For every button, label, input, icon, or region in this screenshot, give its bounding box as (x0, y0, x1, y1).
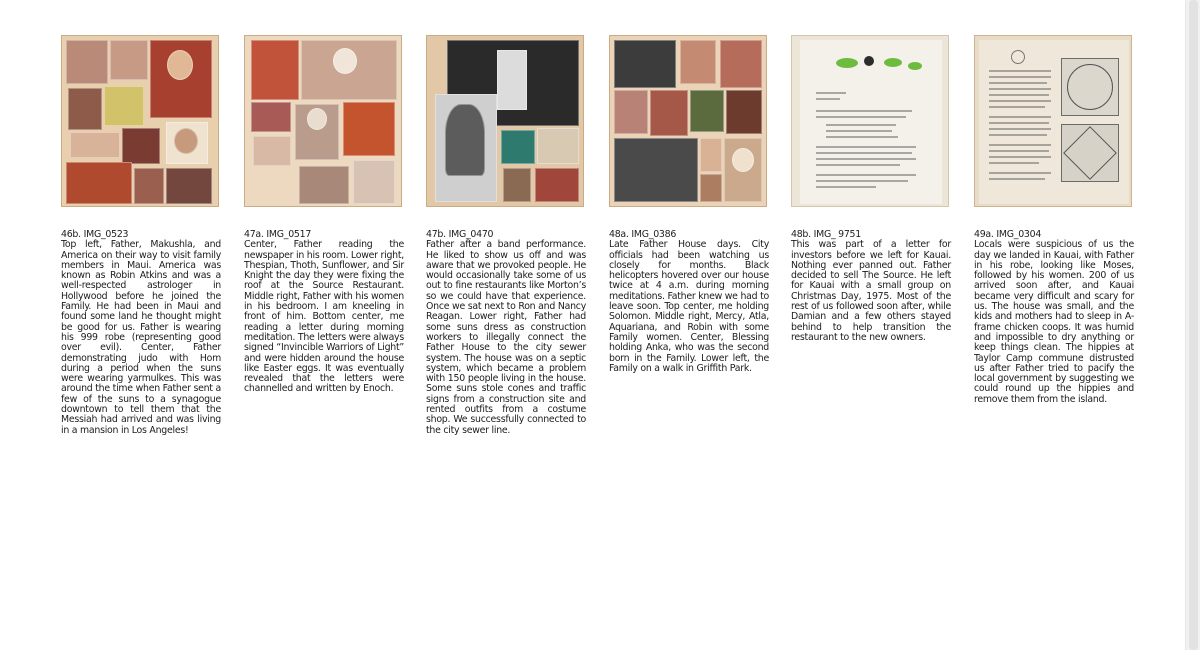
image-id: 47b. IMG_0470 (426, 229, 494, 240)
photo-collage-thumbnail[interactable] (61, 35, 219, 207)
image-id: 48b. IMG_ 9751 (791, 229, 861, 240)
entry-49a (974, 35, 1134, 405)
caption-text: Late Father House days. City officials had been watching us closely for months. Black helicopters hovered over our house twice at 4 a.m. during morning meditations. Father knew we had to leave soon. Top center, me holding Solomon. Middle right, Mercy, Atla, Aquariana, and Robin with some Family women. Center, Blessing holding Anka, who was the second born in the Family. Lower left, the Family on a walk in Griffith Park. (609, 239, 769, 374)
image-id: 49a. IMG_0304 (974, 229, 1042, 240)
caption (244, 230, 404, 395)
entry-46b (61, 35, 221, 436)
image-id: 46b. IMG_0523 (61, 229, 129, 240)
scrollbar-thumb[interactable] (1189, 0, 1198, 650)
photo-collage-thumbnail[interactable] (609, 35, 767, 207)
entry-47a (244, 35, 404, 395)
caption (974, 230, 1134, 405)
entry-48b (791, 35, 951, 343)
caption (609, 230, 769, 374)
caption-text: Father after a band performance. He liked to show us off and was aware that we provoked people. He would occasionally take some of us out to fine restaurants like Morton’s so we could have that experience. Once we sat next to Ron and Nancy Reagan. Lower right, Father had some suns dress as construction workers to illegally connect the Father House to the city sewer system. The house was on a septic system, which became a problem with 150 people living in the house. Some suns stole cones and traffic signs from a construction site and rented outfits from a costume shop. We successfully connected to the city sewer line. (426, 239, 586, 436)
photo-collage-thumbnail[interactable] (426, 35, 584, 207)
image-id: 47a. IMG_0517 (244, 229, 312, 240)
entry-48a (609, 35, 769, 374)
caption (426, 230, 586, 436)
caption-text: This was part of a letter for investors before we left for Kauai. Nothing ever panned out. Father decided to sell The Source. He left for Kauai with a small group on Christmas Day, 1975. Most of the rest of us followed soon after, while Damian and a few others stayed behind to help transition the restaurant to the new owners. (791, 239, 951, 343)
caption-text: Top left, Father, Makushla, and America on their way to visit family members in Maui. America was known as Robin Atkins and was a well-respected astrologer in Hollywood before he joined the Family. He had been in Maui and found some land he thought might be good for us. Father is wearing his 999 robe (representing good over evil). Center, Father demonstrating judo with Hom during a period when the suns were wearing yarmulkes. This was around the time when Father sent a few of the suns to a synagogue downtown to tell them that the Messiah had arrived and was living in a mansion in Los Angeles! (61, 239, 221, 436)
caption (791, 230, 951, 343)
vertical-scrollbar[interactable] (1185, 0, 1200, 650)
photo-collage-thumbnail[interactable] (244, 35, 402, 207)
caption-text: Center, Father reading the newspaper in his room. Lower right, Thespian, Thoth, Sunflower, and Sir Knight the day they were fixing the roof at the Source Restaurant. Middle right, Father with his women in his bedroom. I am kneeling in front of him. Bottom center, me reading a letter during morning meditation. The letters were always signed “Invincible Warriors of Light” and were hidden around the house like Easter eggs. It was eventually revealed that the letters were channelled and written by Enoch. (244, 239, 404, 395)
caption-text: Locals were suspicious of us the day we landed in Kauai, with Father in his robe, looking like Moses, followed by his women. 200 of us arrived soon after, and Kauai became very difficult and scary for us. The house was small, and the kids and mothers had to sleep in A-frame chicken coops. It was humid and impossible to dry anything or keep things clean. The hippies at Taylor Camp commune distrusted us after Father tried to pacify the local government by suggesting we could round up the hippies and remove them from the island. (974, 239, 1134, 405)
image-id: 48a. IMG_0386 (609, 229, 677, 240)
entry-47b (426, 35, 586, 436)
document-diagram-thumbnail[interactable] (974, 35, 1132, 207)
caption (61, 230, 221, 436)
letter-document-thumbnail[interactable] (791, 35, 949, 207)
